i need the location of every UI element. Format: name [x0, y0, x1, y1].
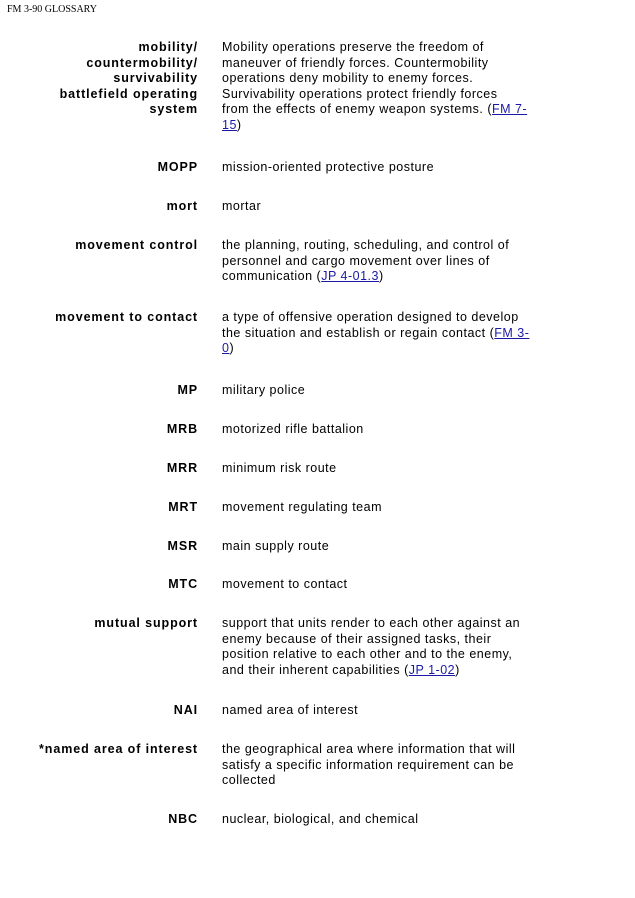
definition-line: mission-oriented protective posture	[222, 160, 435, 174]
definition-line: enemy because of their assigned tasks, their	[222, 631, 492, 646]
definition-line	[222, 118, 562, 134]
definition-line: motorized rifle battalion	[222, 422, 364, 436]
term-line: *named area of interest	[39, 742, 198, 756]
definition-line	[222, 326, 562, 342]
glossary-definition	[222, 383, 562, 399]
glossary-definition	[222, 461, 562, 477]
definition-line: nuclear, biological, and chemical	[222, 812, 419, 826]
glossary-term	[60, 40, 198, 118]
definition-text: communication (	[222, 269, 322, 284]
definition-line: the geographical area where information that will	[222, 742, 516, 756]
definition-line: Mobility operations preserve the freedom of	[222, 40, 484, 54]
definition-line: the planning, routing, scheduling, and control of	[222, 238, 510, 252]
definition-line	[222, 341, 562, 357]
glossary-term	[167, 199, 198, 215]
definition-line: main supply route	[222, 539, 330, 553]
term-line: movement to contact	[55, 310, 198, 324]
glossary-definition	[222, 703, 562, 719]
definition-line: collected	[222, 773, 276, 788]
definition-line: movement to contact	[222, 577, 348, 591]
glossary-definition	[222, 742, 562, 789]
glossary-definition	[222, 812, 562, 828]
term-line: NAI	[173, 703, 198, 717]
closing-paren: )	[236, 117, 242, 132]
term-line: battlefield operating	[59, 86, 198, 101]
closing-paren: )	[229, 341, 235, 356]
glossary-definition	[222, 238, 562, 285]
glossary-definition	[222, 422, 562, 438]
definition-line: position relative to each other and to the enemy,	[222, 647, 513, 662]
glossary-definition	[222, 40, 562, 134]
term-line: NBC	[168, 812, 198, 826]
closing-paren: )	[378, 269, 384, 284]
glossary-term	[158, 160, 198, 176]
definition-line: support that units render to each other against an	[222, 616, 521, 630]
definition-line: a type of offensive operation designed to develop	[222, 310, 519, 324]
term-line: system	[149, 102, 198, 117]
term-line: MRR	[166, 461, 198, 475]
glossary-term	[94, 616, 198, 632]
glossary-term	[168, 812, 198, 828]
term-line: movement control	[75, 238, 198, 252]
glossary-term	[174, 703, 198, 719]
definition-line: operations deny mobility to enemy forces.	[222, 71, 474, 86]
reference-link[interactable]: 0	[222, 341, 230, 356]
glossary-term	[168, 539, 198, 555]
closing-paren: )	[455, 662, 460, 677]
term-line: MRB	[166, 422, 198, 436]
definition-line: movement regulating team	[222, 500, 382, 514]
glossary-term	[168, 500, 198, 516]
definition-line: maneuver of friendly forces. Countermobility	[222, 55, 489, 70]
glossary-definition	[222, 616, 562, 678]
definition-text: and their inherent capabilities (	[222, 662, 409, 677]
term-line: MP	[177, 383, 198, 397]
term-line: survivability	[113, 71, 198, 86]
definition-line: Survivability operations protect friendly forces	[222, 86, 498, 101]
definition-text: from the effects of enemy weapon systems. (	[222, 102, 492, 117]
term-line: mutual support	[94, 616, 198, 630]
glossary-term	[177, 383, 198, 399]
glossary-term	[39, 742, 198, 758]
term-line: mobility/	[138, 40, 198, 54]
term-line: countermobility/	[86, 55, 198, 70]
reference-link[interactable]: 15	[222, 117, 237, 132]
reference-link[interactable]: FM 7-	[492, 102, 528, 117]
definition-line: minimum risk route	[222, 461, 337, 475]
definition-line: named area of interest	[222, 703, 359, 717]
glossary-term	[168, 577, 198, 593]
glossary-term	[75, 238, 198, 254]
glossary-definition	[222, 310, 562, 357]
glossary-definition	[222, 160, 562, 176]
term-line: MRT	[168, 500, 198, 514]
definition-line	[222, 269, 562, 285]
definition-line: military police	[222, 383, 306, 397]
glossary-definition	[222, 577, 562, 593]
glossary-term	[55, 310, 198, 326]
reference-link[interactable]: FM 3-	[494, 325, 530, 340]
page-header: FM 3-90 GLOSSARY	[7, 4, 98, 15]
glossary-definition	[222, 199, 562, 215]
term-line: MSR	[167, 539, 198, 553]
definition-text: the situation and establish or regain contact (	[222, 325, 495, 340]
term-line: MTC	[168, 577, 198, 591]
glossary-term	[167, 461, 198, 477]
term-line: MOPP	[157, 160, 198, 174]
glossary-definition	[222, 500, 562, 516]
definition-line: satisfy a specific information requirement can be	[222, 757, 514, 772]
glossary-definition	[222, 539, 562, 555]
definition-line	[222, 663, 562, 679]
definition-line: mortar	[222, 199, 262, 213]
glossary-term	[167, 422, 198, 438]
reference-link[interactable]: JP 4-01.3	[321, 269, 379, 284]
term-line: mort	[166, 199, 198, 213]
reference-link[interactable]: JP 1-02	[408, 662, 456, 677]
definition-line	[222, 102, 562, 118]
definition-line: personnel and cargo movement over lines of	[222, 253, 490, 268]
